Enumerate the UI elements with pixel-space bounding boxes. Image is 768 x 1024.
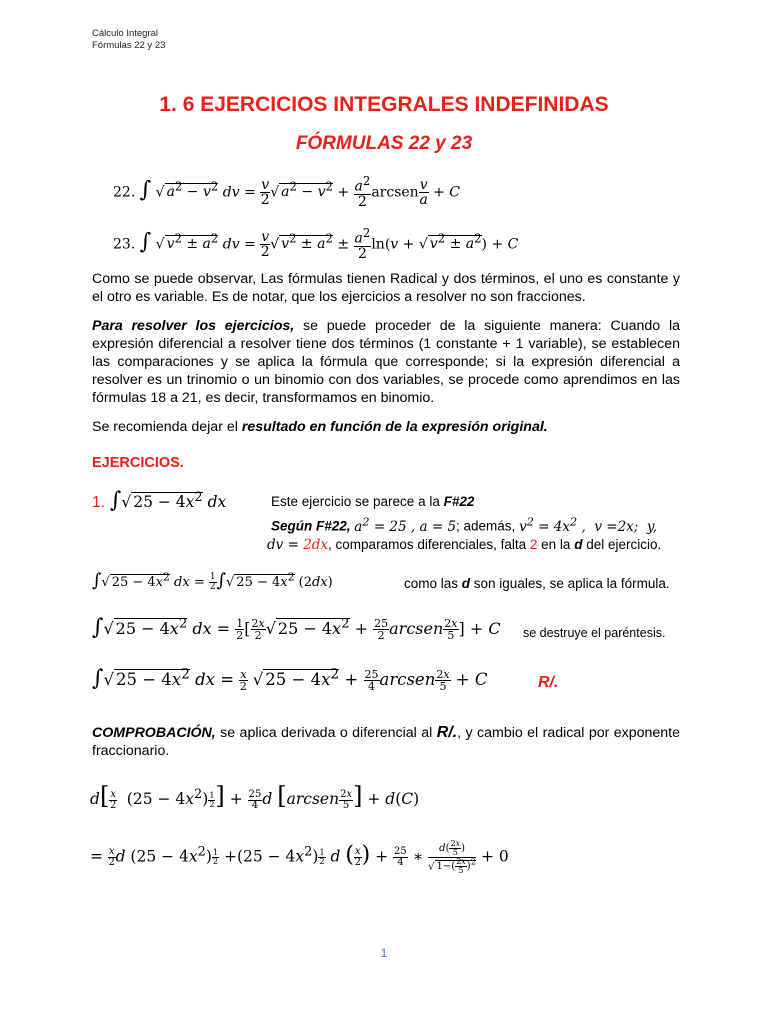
- step-1-note-b: son iguales, se aplica la fórmula.: [470, 576, 670, 591]
- note-1-ref: F#22: [443, 494, 475, 509]
- intro-paragraph: Como se puede observar, Las fórmulas tienen Radical y dos términos, el uno es constante y el otro es variable. Es de notar, que los ejercicios a resolver no son fracciones.: [92, 271, 680, 305]
- note-3-text: , comparamos diferenciales, falta: [328, 537, 530, 552]
- method-paragraph: [92, 317, 680, 407]
- formula-22: 22. ∫ √ $a^2 - v^2$ dv = $\frac{v}{2}$ √ $a^2 - v^2$ + $\frac{a^2}{2}$ arcsen $\frac{v}{a}$ + C: [113, 174, 460, 210]
- method-lead: Para resolver los ejercicios,: [92, 318, 295, 334]
- exercises-heading: EJERCICIOS.: [92, 455, 184, 471]
- verification-r: R/.: [436, 724, 458, 741]
- exercise-1-step-1: ∫√ $25 - 4x^2$ dx = $\frac{1}{2}$ ∫√ $25 - 4x^2$ (2dx): [92, 570, 333, 592]
- verification-line-1: d[ $\frac{x}{2}$ $(25 - 4x^2)$ $\frac{1}{2}$ ] + $\frac{25}{4}$ d [arcsen $\frac{2x}{5}$ ] + d(C): [90, 782, 420, 811]
- recommendation-emphasis: resultado en función de la expresión original.: [241, 419, 548, 435]
- note-3-d: d: [574, 537, 583, 552]
- verification-lead: COMPROBACIÓN,: [92, 725, 216, 741]
- exercise-1-step-2: ∫√ $25 - 4x^2$ dx = $\frac{1}{2}$ [ $\frac{2x}{2}$ √ $25 - 4x^2$ + $\frac{25}{2}$ arcsen $\frac{2x}{5}$ ] + C: [92, 615, 501, 642]
- note-3-text-c: del ejercicio.: [582, 537, 662, 552]
- note-1-text: Este ejercicio se parece a la: [271, 494, 444, 509]
- step-1-note-a: como las: [404, 576, 462, 591]
- recommendation-start: Se recomienda dejar el: [92, 419, 242, 435]
- recommendation-paragraph: [92, 418, 680, 436]
- formula-23: 23. ∫ √ $v^2 \pm a^2$ dv = $\frac{v}{2}$ √ $v^2 \pm a^2$ ± $\frac{a^2}{2}$ ln(v + √ $v^2 \pm a^2) + C$: [113, 226, 519, 262]
- note-2-lead: Según F#22,: [271, 518, 351, 534]
- answer-label: R/.: [538, 674, 559, 691]
- exercise-1-result: ∫√ $25 - 4x^2$ dx = $\frac{x}{2}$ √ $25 - 4x^2$ + $\frac{25}{4}$ arcsen $\frac{2x}{5}$ + C: [92, 666, 488, 693]
- verification-paragraph: [92, 724, 680, 760]
- exercise-1-number: 1.: [92, 494, 105, 511]
- page-number: 1: [380, 946, 388, 960]
- method-text: se puede proceder de la siguiente manera: Cuando la expresión diferencial a resolver tiene dos términos (1 constante + 1 variable), se establecen las comparaciones y se aplica la fórmula que corresponde; si la expresión diferencial a resolver es un trinomio o un binomio con dos variables, se procede como aprendimos en las fórmulas 18 a 21, es decir, transformamos en binomio.: [92, 318, 680, 406]
- formula-22-number: 22.: [113, 184, 136, 201]
- header-topic: Fórmulas 22 y 23: [92, 40, 166, 51]
- step-1-note: [404, 576, 670, 591]
- exercise-1-note-1: [271, 494, 474, 509]
- verification-middle: se aplica derivada o diferencial al: [215, 725, 437, 741]
- verification-line-2: = $\frac{x}{2}$ d $(25 - 4x^2)$ $\frac{1}{2}$ $+(25 - 4x^2)$ $\frac{1}{2}$ d ( $\frac{x}{2}$ ) + $\frac{25}{4}$ ∗ d( $\frac{2x}{5}$ ) √ 1−( $\frac{2x}{5}$ )$^2$ + 0: [90, 839, 509, 876]
- verification-end: , y cambio el radical por exponente fraccionario.: [92, 725, 680, 759]
- exercise-1-note-3: dv = 2dx, comparamos diferenciales, falta 2 en la d del ejercicio.: [267, 537, 662, 553]
- step-2-note: se destruye el paréntesis.: [523, 626, 666, 640]
- page-subtitle: FÓRMULAS 22 y 23: [295, 133, 473, 154]
- formula-23-number: 23.: [113, 236, 136, 253]
- exercise-1-note-2: Según F#22, $a^2 = 25$ , a = 5; además, $v^2 = 4x^2$ , v =2x; y,: [271, 515, 658, 535]
- header-course: Cálculo Integral: [92, 28, 159, 39]
- exercise-1-integral: 1. ∫√ $25 - 4x^2$ dx: [92, 488, 227, 513]
- note-3-text-b: en la: [537, 537, 575, 552]
- note-3-factor: 2: [529, 537, 538, 552]
- page-title: 1. 6 EJERCICIOS INTEGRALES INDEFINIDAS: [159, 93, 609, 116]
- step-1-note-d: d: [461, 576, 471, 591]
